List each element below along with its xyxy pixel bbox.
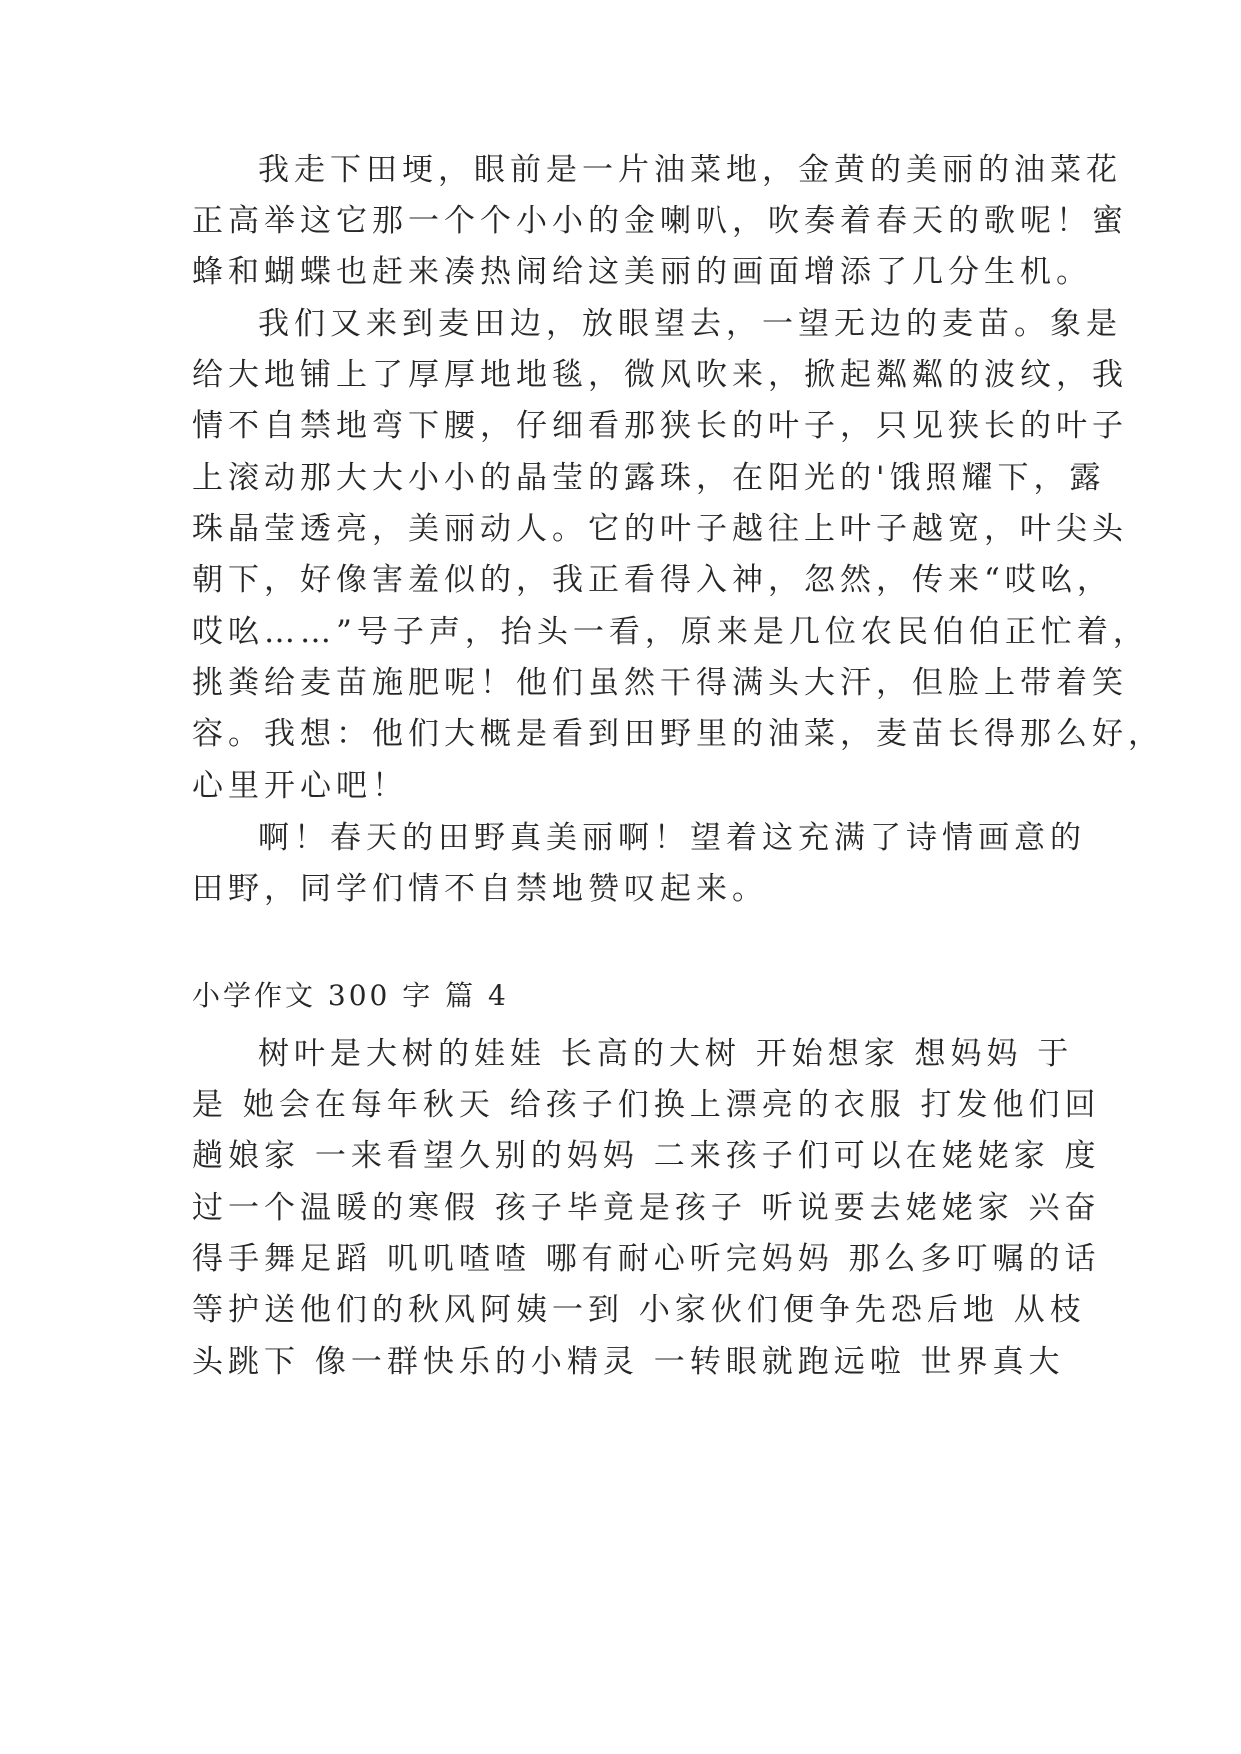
paragraph-4-line-1: 树叶是大树的娃娃 长高的大树 开始想家 想妈妈 于 bbox=[258, 1036, 1074, 1072]
paragraph-4-line-7: 头跳下 像一群快乐的小精灵 一转眼就跑远啦 世界真大 bbox=[192, 1344, 1065, 1380]
paragraph-3-line-1: 啊！春天的田野真美丽啊！望着这充满了诗情画意的 bbox=[258, 820, 1086, 856]
paragraph-2-line-1: 我们又来到麦田边，放眼望去，一望无边的麦苗。象是 bbox=[258, 306, 1122, 342]
paragraph-4-line-2: 是 她会在每年秋天 给孩子们换上漂亮的衣服 打发他们回 bbox=[192, 1087, 1101, 1123]
paragraph-1-line-2: 正高举这它那一个个小小的金喇叭，吹奏着春天的歌呢！蜜 bbox=[192, 203, 1128, 239]
paragraph-3-line-2: 田野，同学们情不自禁地赞叹起来。 bbox=[192, 871, 768, 907]
paragraph-2-line-6: 朝下，好像害羞似的，我正看得入神，忽然，传来“哎吆， bbox=[192, 562, 1113, 598]
section-heading: 小学作文 300 字 篇 4 bbox=[192, 979, 509, 1012]
paragraph-2-line-7: 哎吆……”号子声，抬头一看，原来是几位农民伯伯正忙着， bbox=[192, 614, 1149, 650]
paragraph-2-line-10: 心里开心吧！ bbox=[192, 768, 408, 804]
paragraph-1-line-3: 蜂和蝴蝶也赶来凑热闹给这美丽的画面增添了几分生机。 bbox=[192, 254, 1092, 290]
paragraph-2-line-4: 上滚动那大大小小的晶莹的露珠，在阳光的'饿照耀下，露 bbox=[192, 460, 1106, 496]
paragraph-2-line-5: 珠晶莹透亮，美丽动人。它的叶子越往上叶子越宽，叶尖头 bbox=[192, 511, 1128, 547]
paragraph-2-line-8: 挑粪给麦苗施肥呢！他们虽然干得满头大汗，但脸上带着笑 bbox=[192, 665, 1128, 701]
paragraph-4-line-4: 过一个温暖的寒假 孩子毕竟是孩子 听说要去姥姥家 兴奋 bbox=[192, 1190, 1101, 1226]
paragraph-2-line-3: 情不自禁地弯下腰，仔细看那狭长的叶子，只见狭长的叶子 bbox=[192, 408, 1128, 444]
paragraph-2-line-9: 容。我想：他们大概是看到田野里的油菜，麦苗长得那么好， bbox=[192, 716, 1164, 752]
paragraph-2-line-2: 给大地铺上了厚厚地地毯，微风吹来，掀起粼粼的波纹，我 bbox=[192, 357, 1128, 393]
paragraph-4-line-5: 得手舞足蹈 叽叽喳喳 哪有耐心听完妈妈 那么多叮嘱的话 bbox=[192, 1241, 1101, 1277]
paragraph-1-line-1: 我走下田埂，眼前是一片油菜地，金黄的美丽的油菜花 bbox=[258, 152, 1122, 188]
paragraph-4-line-6: 等护送他们的秋风阿姨一到 小家伙们便争先恐后地 从枝 bbox=[192, 1292, 1086, 1328]
paragraph-4-line-3: 趟娘家 一来看望久别的妈妈 二来孩子们可以在姥姥家 度 bbox=[192, 1138, 1101, 1174]
